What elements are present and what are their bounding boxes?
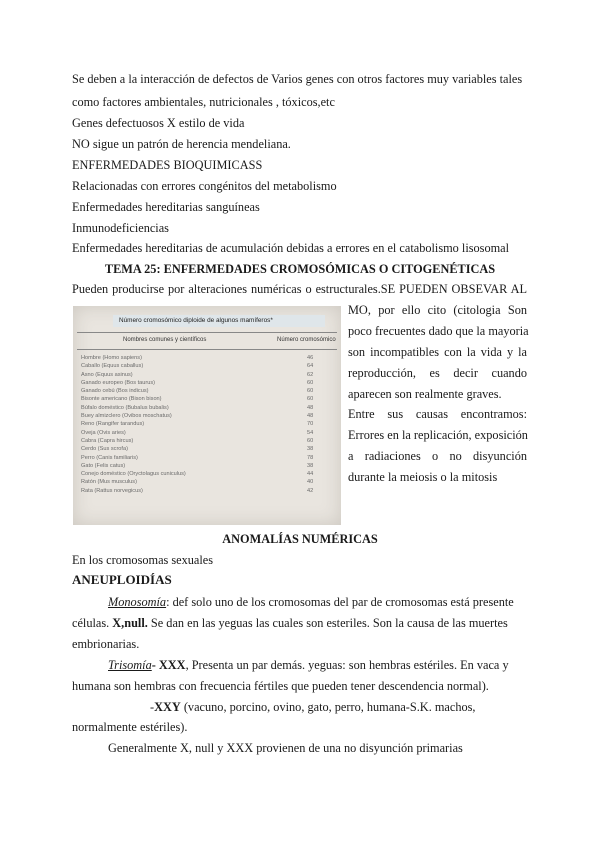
row-value: 62 — [307, 371, 314, 378]
trisomia-term: Trisomía — [108, 658, 152, 672]
row-value: 38 — [307, 462, 314, 469]
row-name: Perro (Canis familiaris) — [81, 454, 138, 461]
side-line: durante la meiosis o la mitosis — [348, 470, 498, 484]
intro-line: Inmunodeficiencias — [72, 221, 169, 235]
row-name: Rata (Rattus norvegicus) — [81, 487, 143, 494]
side-line: MO, por ello cito (citologia Son — [348, 303, 527, 317]
table-row — [81, 445, 337, 453]
monosomia-cells: células. — [72, 616, 113, 630]
side-line: poco frecuentes dado que la mayoria — [348, 324, 529, 338]
side-line: reproducción, es decir cuando — [348, 366, 527, 380]
table-col-name: Nombres comunes y científicos — [123, 337, 207, 343]
row-name: Asno (Equus asinus) — [81, 371, 133, 378]
row-name: Ganado europeo (Bos taurus) — [81, 379, 156, 386]
table-row — [81, 371, 337, 379]
monosomia-def: : def solo uno de los cromosomas del par de cromosomas está presente — [166, 595, 514, 609]
row-name: Cerdo (Sus scrofa) — [81, 446, 128, 453]
row-value: 60 — [307, 396, 314, 403]
final-line: Generalmente X, null y XXX provienen de una no disyunción primarias — [108, 741, 463, 755]
row-name: Cabra (Capra hircus) — [81, 437, 134, 444]
section-heading-tema25: TEMA 25: ENFERMEDADES CROMOSÓMICAS O CITOGENÉTICAS — [104, 262, 496, 276]
row-name: Gato (Felis catus) — [81, 462, 126, 469]
xxy-line-2: normalmente estériles). — [72, 720, 188, 734]
sexuales-line: En los cromosomas sexuales — [72, 553, 214, 567]
row-name: Ganado cebú (Bos indicus) — [81, 388, 149, 395]
table-image-header — [77, 332, 337, 350]
row-value: 70 — [307, 421, 314, 428]
row-value: 48 — [307, 404, 314, 411]
table-image-title: Número cromosómico diploide de algunos mamíferos* — [113, 315, 325, 327]
monosomia-line-1 — [108, 594, 514, 610]
table-row — [81, 437, 337, 445]
row-value: 78 — [307, 454, 314, 461]
trisomia-line-1 — [108, 657, 509, 673]
trisomia-def: , Presenta un par demás. yeguas: son hembras estériles. En vaca y — [185, 658, 509, 672]
table-row — [81, 429, 337, 437]
intro-line: Relacionadas con errores congénitos del metabolismo — [72, 179, 337, 193]
row-value: 42 — [307, 487, 314, 494]
intro-line: Enfermedades hereditarias de acumulación debidas a errores en el catabolismo lisosomal — [72, 241, 510, 255]
side-line: son incompatibles con la vida y la — [348, 345, 527, 359]
table-row — [81, 454, 337, 462]
xxy-bold: XXY — [154, 700, 181, 714]
row-value: 60 — [307, 437, 314, 444]
table-row — [81, 362, 337, 370]
monosomia-xnull: X,null. — [112, 616, 148, 630]
row-value: 44 — [307, 471, 314, 478]
monosomia-line-3: embrionarias. — [72, 637, 140, 651]
intro-line: NO sigue un patrón de herencia mendeliana. — [72, 137, 291, 151]
side-line: aparecen son realmente graves. — [348, 387, 502, 401]
row-value: 46 — [307, 355, 314, 361]
side-line: Errores en la replicación, exposición — [348, 428, 528, 442]
table-row — [81, 462, 337, 470]
chromosome-table-image — [73, 306, 341, 525]
row-value: 48 — [307, 413, 314, 420]
side-line: a radiaciones o no disyunción — [348, 449, 527, 463]
table-row — [81, 379, 337, 387]
intro-line: como factores ambientales, nutricionales , tóxicos,etc — [72, 95, 335, 109]
row-name: Ratón (Mus musculus) — [81, 479, 137, 486]
table-image-rows — [81, 354, 337, 495]
xxy-desc: (vacuno, porcino, ovino, gato, perro, humana-S.K. machos, — [180, 700, 476, 714]
row-name: Buey almizclero (Ovibos moschatus) — [81, 413, 172, 420]
row-name: Hombre (Homo sapiens) — [81, 355, 142, 361]
aneuploidias-heading: ANEUPLOIDÍAS — [72, 572, 172, 587]
table-row — [81, 487, 337, 495]
row-name: Conejo doméstico (Oryctolagus cuniculus) — [81, 471, 186, 478]
table-col-value: Número cromosómico — [277, 337, 336, 343]
monosomia-line-2 — [72, 615, 508, 631]
trisomia-line-2: humana son hembras con frecuencia fértiles que pueden tener descendencia normal). — [72, 679, 489, 693]
row-value: 54 — [307, 429, 314, 436]
table-row — [81, 404, 337, 412]
xxy-line-1 — [150, 699, 475, 715]
intro-line: Genes defectuosos X estilo de vida — [72, 116, 245, 130]
monosomia-term: Monosomía — [108, 595, 167, 609]
intro-line: ENFERMEDADES BIOQUIMICASS — [72, 158, 263, 172]
table-row — [81, 412, 337, 420]
section-heading-anomalias: ANOMALÍAS NUMÉRICAS — [222, 532, 378, 546]
table-row — [81, 470, 337, 478]
table-row — [81, 354, 337, 362]
monosomia-desc: Se dan en las yeguas las cuales son esteriles. Son la causa de las muertes — [147, 616, 508, 630]
row-value: 64 — [307, 363, 314, 370]
side-line: Entre sus causas encontramos: — [348, 407, 527, 421]
table-row — [81, 387, 337, 395]
row-name: Caballo (Equus caballus) — [81, 363, 144, 370]
intro-line: Enfermedades hereditarias sanguíneas — [72, 200, 260, 214]
row-name: Bisonte americano (Bison bison) — [81, 396, 162, 403]
row-name: Búfalo doméstico (Bubalus bubalis) — [81, 404, 169, 411]
row-value: 38 — [307, 446, 314, 453]
row-value: 60 — [307, 379, 314, 386]
xxy-dash: - — [150, 700, 155, 714]
table-row — [81, 420, 337, 428]
trisomia-xxx: - XXX — [151, 658, 186, 672]
table-row — [81, 478, 337, 486]
intro-line: Se deben a la interacción de defectos de Varios genes con otros factores muy variables tales — [72, 72, 523, 86]
row-value: 60 — [307, 388, 314, 395]
row-name: Oveja (Ovis aries) — [81, 429, 126, 436]
tema-first-line: Pueden producirse por alteraciones numéricas o estructurales.SE PUEDEN OBSEVAR AL — [72, 282, 527, 296]
row-value: 40 — [307, 479, 314, 486]
table-row — [81, 395, 337, 403]
row-name: Reno (Rangifer tarandus) — [81, 421, 145, 428]
